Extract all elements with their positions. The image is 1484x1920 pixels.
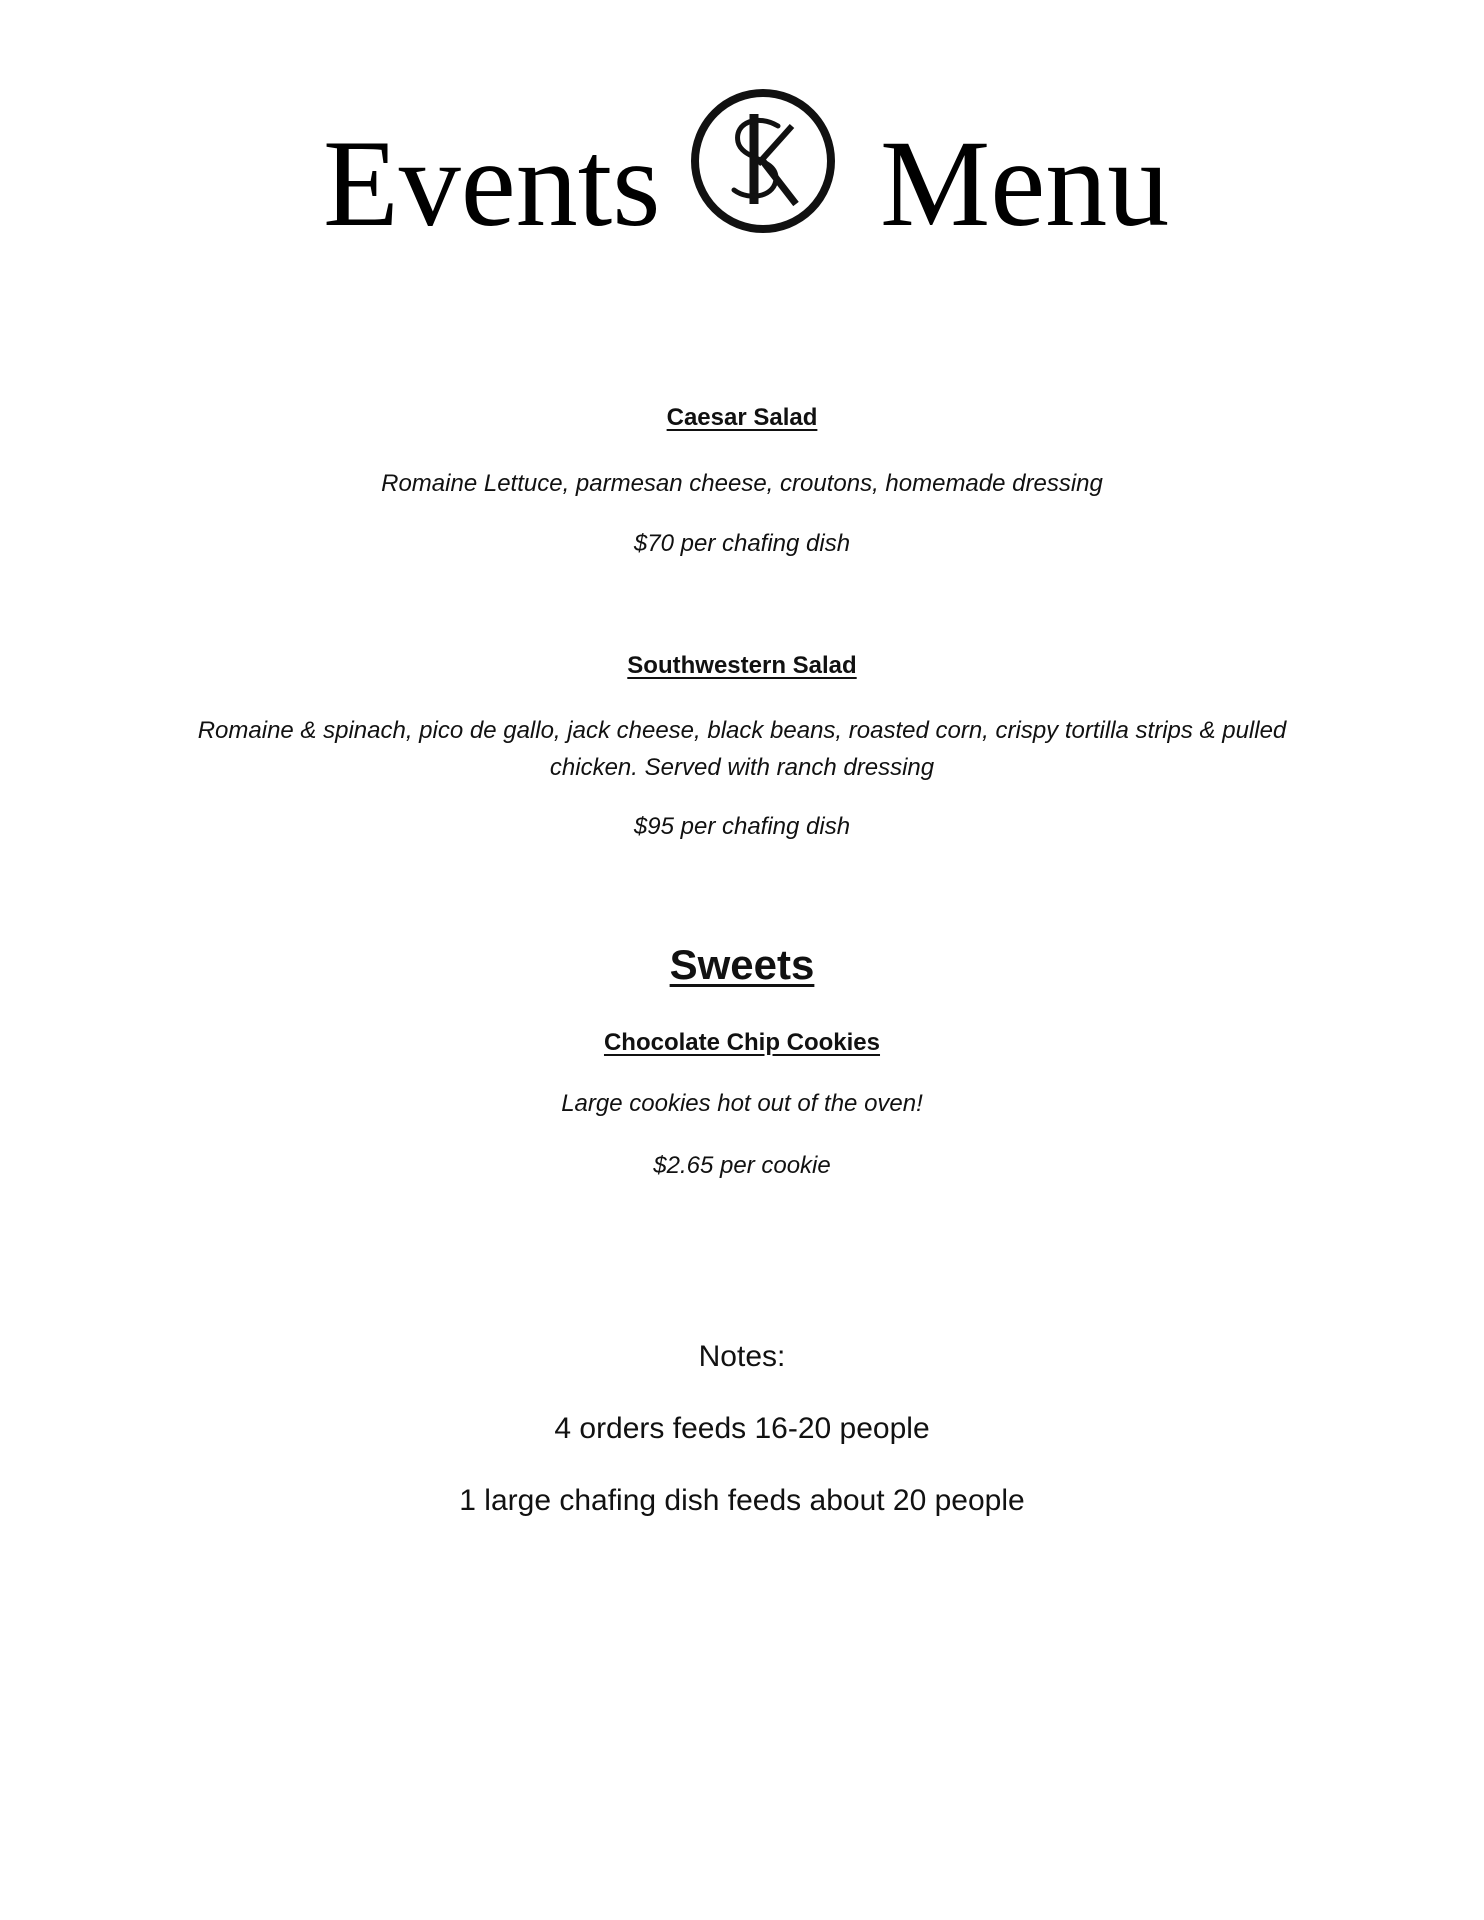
menu-item-price: $70 per chafing dish xyxy=(633,530,851,557)
menu-item-description: Large cookies hot out of the oven! xyxy=(561,1090,923,1117)
menu-header xyxy=(0,78,1484,252)
menu-item-price: $95 per chafing dish xyxy=(633,813,851,840)
header-title-events: Events xyxy=(323,115,661,252)
notes-line: 4 orders feeds 16-20 people xyxy=(554,1412,930,1445)
menu-item-title: Southwestern Salad xyxy=(627,652,857,679)
notes-line: 1 large chafing dish feeds about 20 people xyxy=(459,1484,1025,1517)
notes-label: Notes: xyxy=(698,1340,786,1373)
menu-item-title: Caesar Salad xyxy=(666,404,818,431)
menu-item-description: Romaine & spinach, pico de gallo, jack cheese, black beans, roasted corn, crispy tortilla strips & pulled chicken. Served with ranch dressing xyxy=(197,717,1287,781)
menu-item-price: $2.65 per cookie xyxy=(653,1152,831,1179)
sk-monogram-logo-icon xyxy=(688,86,838,236)
menu-item-title: Chocolate Chip Cookies xyxy=(603,1029,881,1056)
header-title-menu: Menu xyxy=(880,115,1170,252)
section-heading-sweets: Sweets xyxy=(669,941,815,988)
menu-item-description: Romaine Lettuce, parmesan cheese, croutons, homemade dressing xyxy=(381,470,1103,497)
